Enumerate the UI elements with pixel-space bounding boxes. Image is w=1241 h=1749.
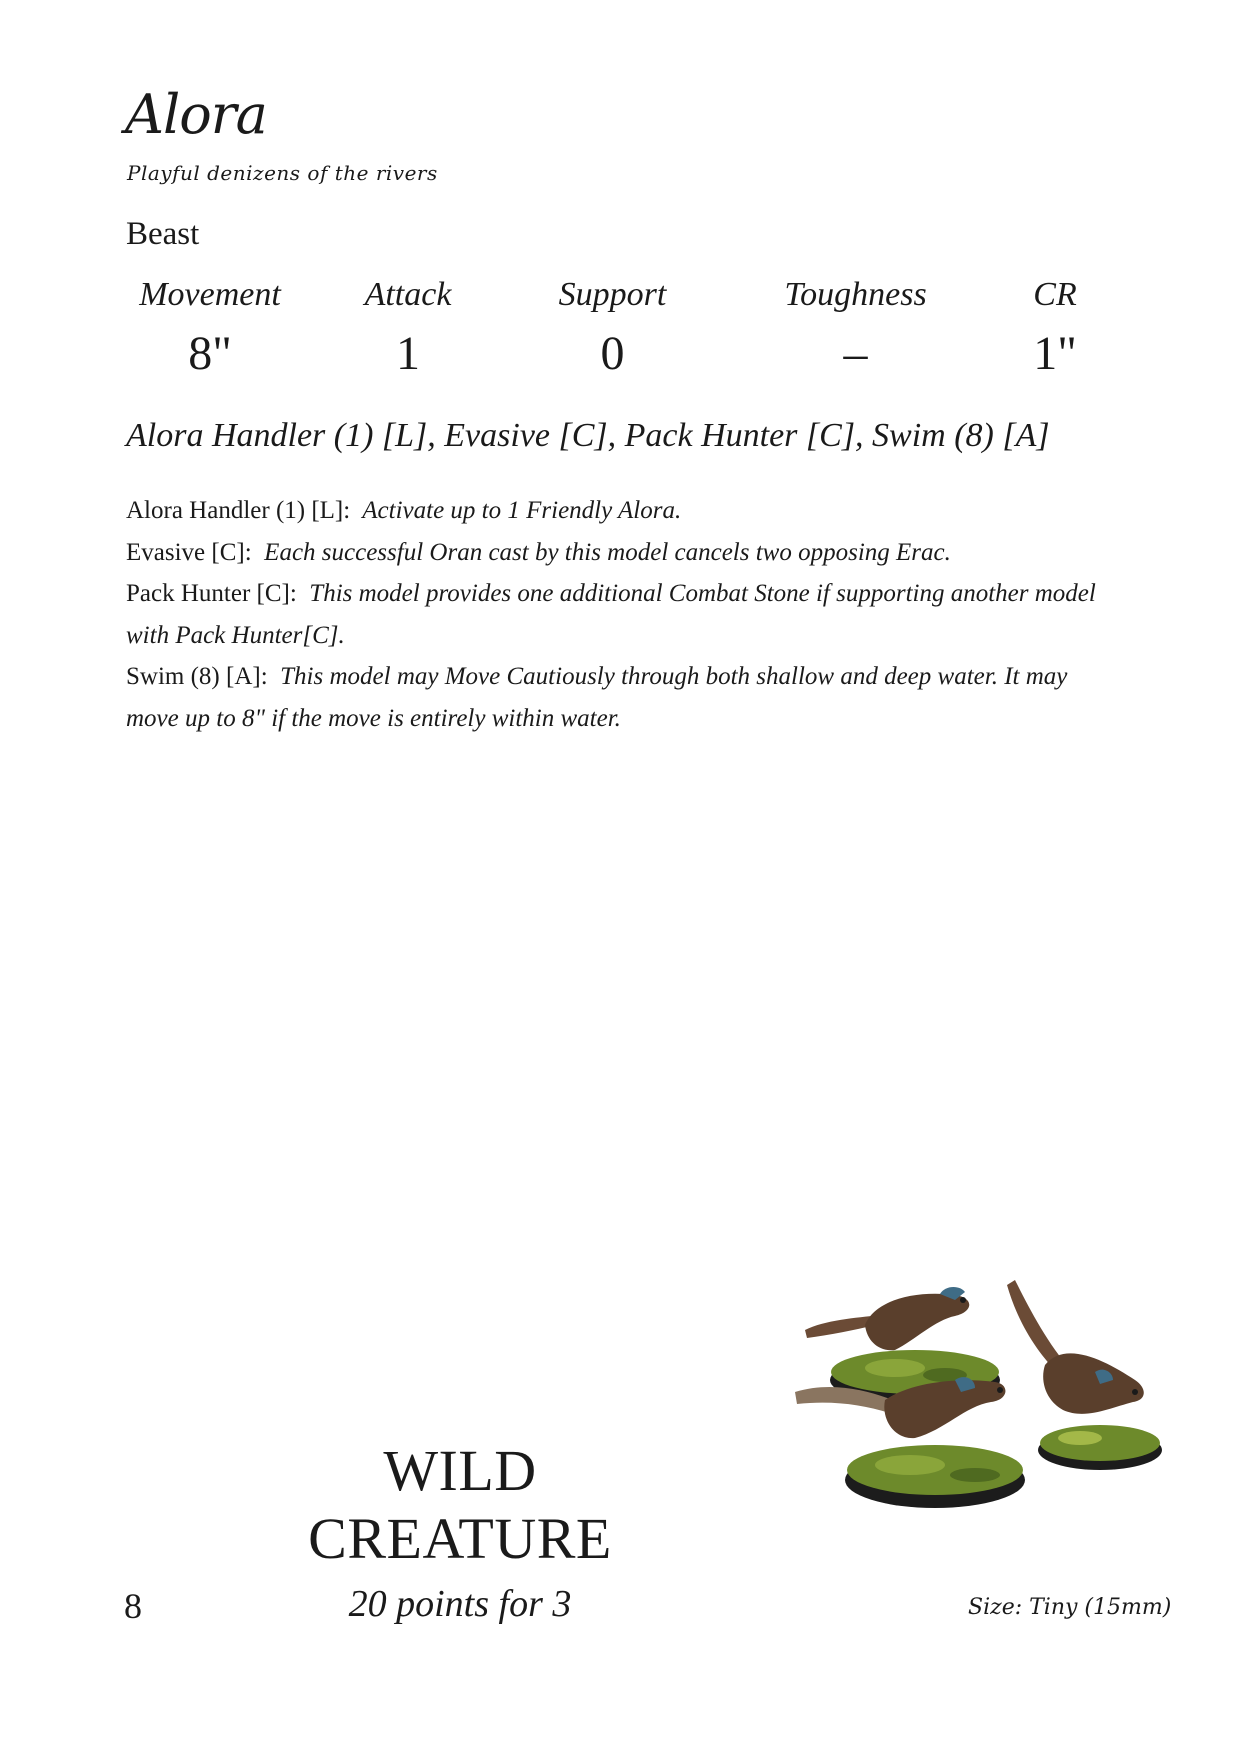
stat-label: Attack [364, 276, 452, 313]
stat-movement [125, 278, 295, 378]
category-line-2: CREATURE [308, 1506, 612, 1571]
rule-evasive [126, 532, 1126, 574]
miniature-bottom [795, 1377, 1025, 1508]
subtitle: Playful denizens of the rivers [127, 161, 438, 185]
rule-text: This model may Move Cautiously through both shallow and deep water. It may move up to 8" if the move is entirely within water. [126, 663, 1068, 732]
rule-swim [126, 656, 1126, 739]
stat-support [540, 278, 685, 378]
creature-type: Beast [126, 216, 200, 252]
category-label [280, 1437, 640, 1573]
miniatures-photo [795, 1280, 1170, 1525]
stat-toughness [773, 278, 938, 378]
category-line-1: WILD [383, 1438, 537, 1503]
abilities-line: Alora Handler (1) [L], Evasive [C], Pack Hunter [C], Swim (8) [A] [126, 417, 1050, 454]
stat-line [125, 278, 1105, 388]
stat-value: 1" [1033, 327, 1077, 380]
base-size: Size: Tiny (15mm) [968, 1595, 1172, 1620]
rule-alora-handler [126, 490, 1126, 532]
rule-text: This model provides one additional Combat Stone if supporting another model with Pack Hunter[C]. [126, 580, 1096, 649]
rules-text [126, 490, 1126, 739]
rule-name: Evasive [C]: [126, 538, 252, 566]
rule-text: Each successful Oran cast by this model cancels two opposing Erac. [264, 538, 951, 566]
stat-cr [1005, 278, 1105, 378]
rule-text: Activate up to 1 Friendly Alora. [362, 497, 682, 524]
stat-value: – [843, 327, 868, 380]
stat-value: 0 [600, 327, 625, 380]
stat-label: Toughness [784, 276, 927, 313]
rule-pack-hunter [126, 573, 1126, 656]
stat-value: 1 [396, 327, 420, 380]
stat-attack [343, 278, 473, 378]
stat-label: Support [558, 276, 667, 313]
stat-value: 8" [188, 327, 232, 380]
points-cost: 20 points for 3 [348, 1583, 572, 1625]
rule-name: Pack Hunter [C]: [126, 580, 297, 607]
stat-label: Movement [139, 276, 281, 313]
stat-label: CR [1033, 276, 1077, 313]
page-number: 8 [124, 1586, 142, 1626]
miniature-right [1007, 1280, 1162, 1470]
rule-name: Alora Handler (1) [L]: [126, 497, 351, 524]
rule-name: Swim (8) [A]: [126, 663, 268, 690]
page-title: Alora [125, 83, 267, 146]
